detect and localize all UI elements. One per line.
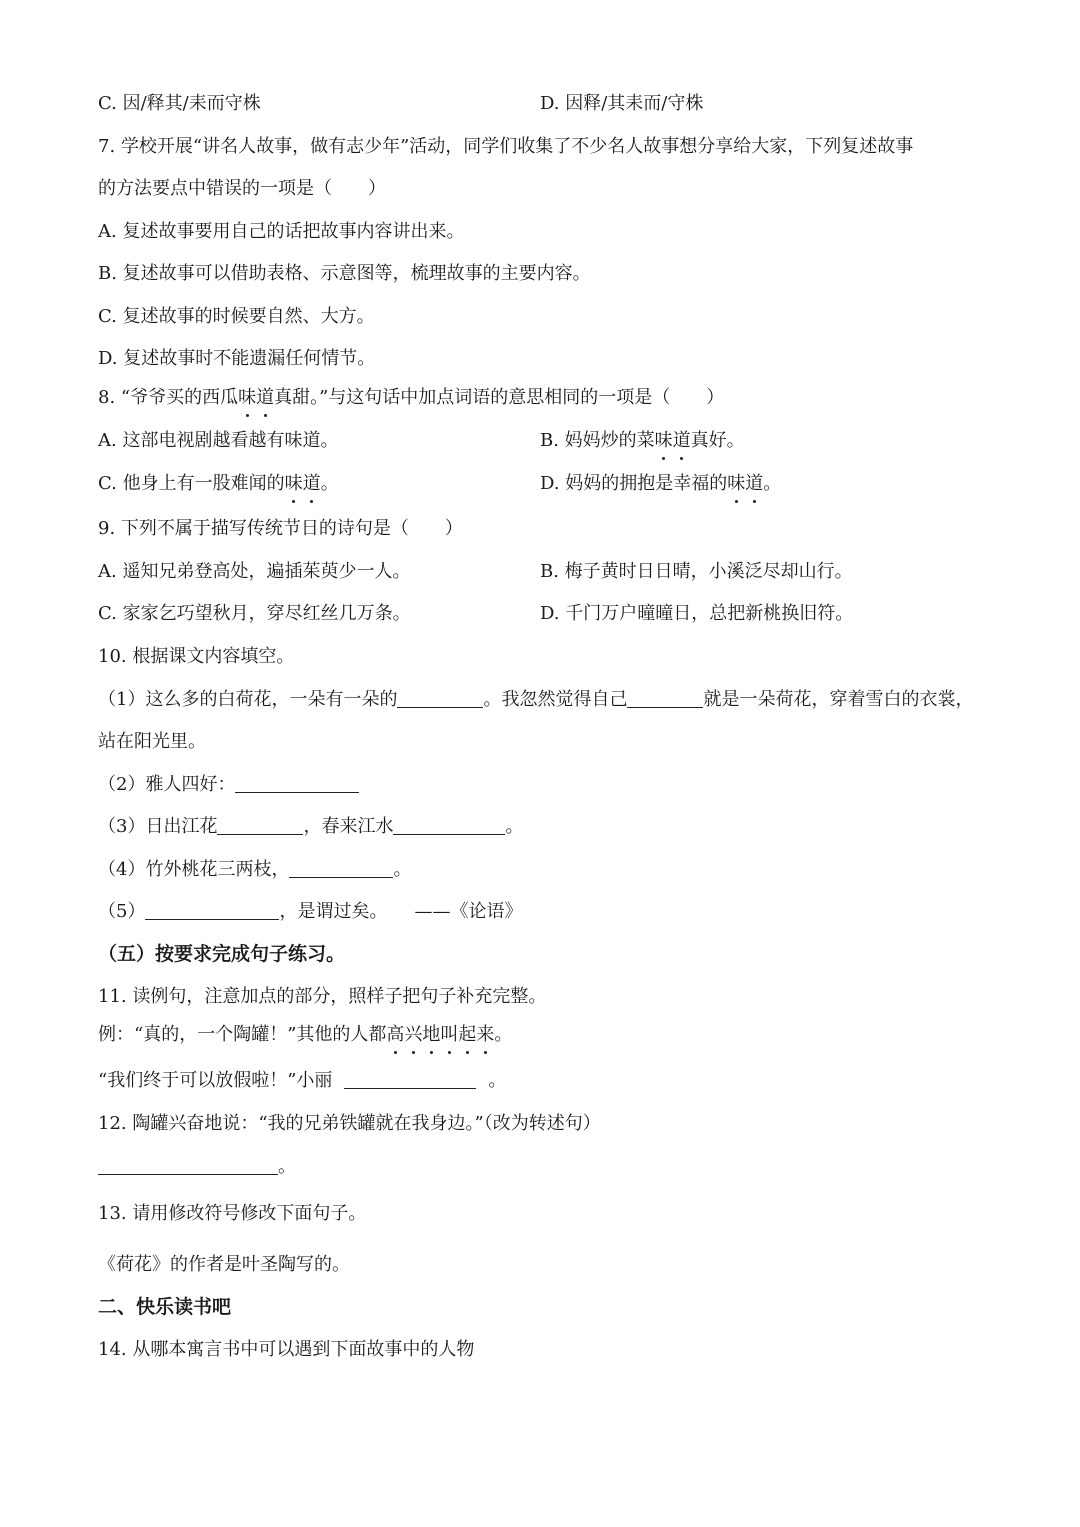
- dotted-char: 兴: [404, 1022, 422, 1048]
- answer-blank[interactable]: [393, 816, 505, 835]
- answer-blank[interactable]: [98, 1156, 278, 1175]
- answer-blank[interactable]: [145, 901, 279, 920]
- dotted-char: 地: [422, 1022, 440, 1048]
- dotted-char: 味: [655, 428, 673, 454]
- dotted-char: 高: [386, 1022, 404, 1048]
- q10-item-4-text-b: 。: [393, 859, 412, 880]
- q10-item-5-text-b: ，是谓过矣。 ——《论语》: [279, 901, 523, 922]
- q13-stem: 13. 请用修改符号修改下面句子。: [98, 1203, 367, 1224]
- q9-option-c: C. 家家乞巧望秋月，穿尽红丝几万条。: [98, 603, 411, 624]
- section-heading-2: 二、快乐读书吧: [98, 1296, 232, 1318]
- q7-option-c: C. 复述故事的时候要自然、大方。: [98, 306, 375, 327]
- q10-item-2: [98, 772, 990, 798]
- section-heading-5: （五）按要求完成句子练习。: [98, 943, 346, 965]
- q9-stem: 9. 下列不属于描写传统节日的诗句是（ ）: [98, 518, 463, 539]
- dotted-char: 起: [458, 1022, 476, 1048]
- q11-task-end: 。: [488, 1070, 507, 1091]
- dotted-char: 叫: [440, 1022, 458, 1048]
- q10-item-1: [98, 687, 990, 713]
- q10-item-3-text-a: （3）日出江花: [98, 816, 218, 837]
- answer-blank[interactable]: [397, 689, 483, 708]
- q8-option-d-post: 。: [763, 473, 782, 494]
- answer-blank[interactable]: [235, 774, 359, 793]
- q10-item-5: [98, 899, 990, 925]
- q12-answer: [98, 1154, 990, 1180]
- q8-option-b: [540, 428, 745, 454]
- q14-stem: 14. 从哪本寓言书中可以遇到下面故事中的人物: [98, 1339, 475, 1360]
- q8-stem-pre: 8. “爷爷买的西瓜: [98, 387, 239, 408]
- dotted-char: 味: [285, 471, 303, 497]
- q6-option-d: D. 因释/其耒而/守株: [540, 93, 704, 114]
- q9-option-a: A. 遥知兄弟登高处，遍插茱萸少一人。: [98, 561, 411, 582]
- answer-blank[interactable]: [217, 816, 303, 835]
- q8-option-c-pre: C. 他身上有一股难闻的: [98, 473, 285, 494]
- q11-task-text: “我们终于可以放假啦！”小丽: [98, 1070, 333, 1091]
- q7-stem-line2: 的方法要点中错误的一项是（ ）: [98, 178, 386, 199]
- dotted-char: 道: [303, 471, 321, 497]
- q10-item-1-text-c: 就是一朵荷花，穿着雪白的衣裳，: [703, 689, 974, 710]
- q10-item-5-text-a: （5）: [98, 901, 146, 922]
- q9-option-d: D. 千门万户曈曈日，总把新桃换旧符。: [540, 603, 854, 624]
- q9-option-b: B. 梅子黄时日日晴，小溪泛尽却山行。: [540, 561, 853, 582]
- q11-task: [98, 1068, 990, 1094]
- q10-item-4: [98, 857, 990, 883]
- q7-option-b: B. 复述故事可以借助表格、示意图等，梳理故事的主要内容。: [98, 263, 591, 284]
- q8-option-a: A. 这部电视剧越看越有味道。: [98, 430, 339, 451]
- q10-item-1-text-a: （1）这么多的白荷花，一朵有一朵的: [98, 689, 398, 710]
- q10-item-1-cont: 站在阳光里。: [98, 731, 206, 752]
- q8-stem: [98, 385, 990, 411]
- answer-blank[interactable]: [627, 689, 703, 708]
- q8-stem-post: 真甜。”与这句话中加点词语的意思相同的一项是（ ）: [274, 387, 725, 408]
- q11-stem: 11. 读例句，注意加点的部分，照样子把句子补充完整。: [98, 986, 547, 1007]
- q10-item-1-text-b: 。我忽然觉得自己: [483, 689, 628, 710]
- answer-blank[interactable]: [344, 1070, 476, 1089]
- answer-blank[interactable]: [289, 859, 393, 878]
- dotted-char: 道: [745, 471, 763, 497]
- q6-option-c: C. 因/释其/耒而守株: [98, 93, 261, 114]
- q8-option-b-pre: B. 妈妈炒的菜: [540, 430, 655, 451]
- q11-example: [98, 1022, 990, 1048]
- q13-sentence: 《荷花》的作者是叶圣陶写的。: [98, 1254, 350, 1275]
- q7-option-d: D. 复述故事时不能遗漏任何情节。: [98, 348, 376, 369]
- q10-item-3-text-b: ，春来江水: [303, 816, 394, 837]
- q7-option-a: A. 复述故事要用自己的话把故事内容讲出来。: [98, 221, 465, 242]
- q8-option-b-post: 真好。: [690, 430, 745, 451]
- q7-stem-line1: 7. 学校开展“讲名人故事，做有志少年”活动，同学们收集了不少名人故事想分享给大家，下列复述故事: [98, 136, 914, 157]
- q12-answer-end: 。: [278, 1156, 296, 1177]
- q10-item-3: [98, 814, 990, 840]
- dotted-char: 道: [256, 385, 274, 411]
- q11-example-post: 。: [494, 1024, 513, 1045]
- q11-example-pre: 例：“真的，一个陶罐！”其他的人都: [98, 1024, 387, 1045]
- q10-item-4-text-a: （4）竹外桃花三两枝，: [98, 859, 290, 880]
- dotted-char: 味: [238, 385, 256, 411]
- q8-option-d: [540, 471, 781, 497]
- q10-stem: 10. 根据课文内容填空。: [98, 646, 295, 667]
- q10-item-2-text: （2）雅人四好：: [98, 774, 236, 795]
- dotted-char: 道: [673, 428, 691, 454]
- dotted-char: 味: [727, 471, 745, 497]
- q10-item-3-text-c: 。: [505, 816, 524, 837]
- q8-option-c-post: 。: [320, 473, 339, 494]
- dotted-char: 来: [476, 1022, 494, 1048]
- q8-option-d-pre: D. 妈妈的拥抱是幸福的: [540, 473, 728, 494]
- q8-option-c: [98, 471, 339, 497]
- q12-stem: 12. 陶罐兴奋地说：“我的兄弟铁罐就在我身边。”（改为转述句）: [98, 1113, 601, 1134]
